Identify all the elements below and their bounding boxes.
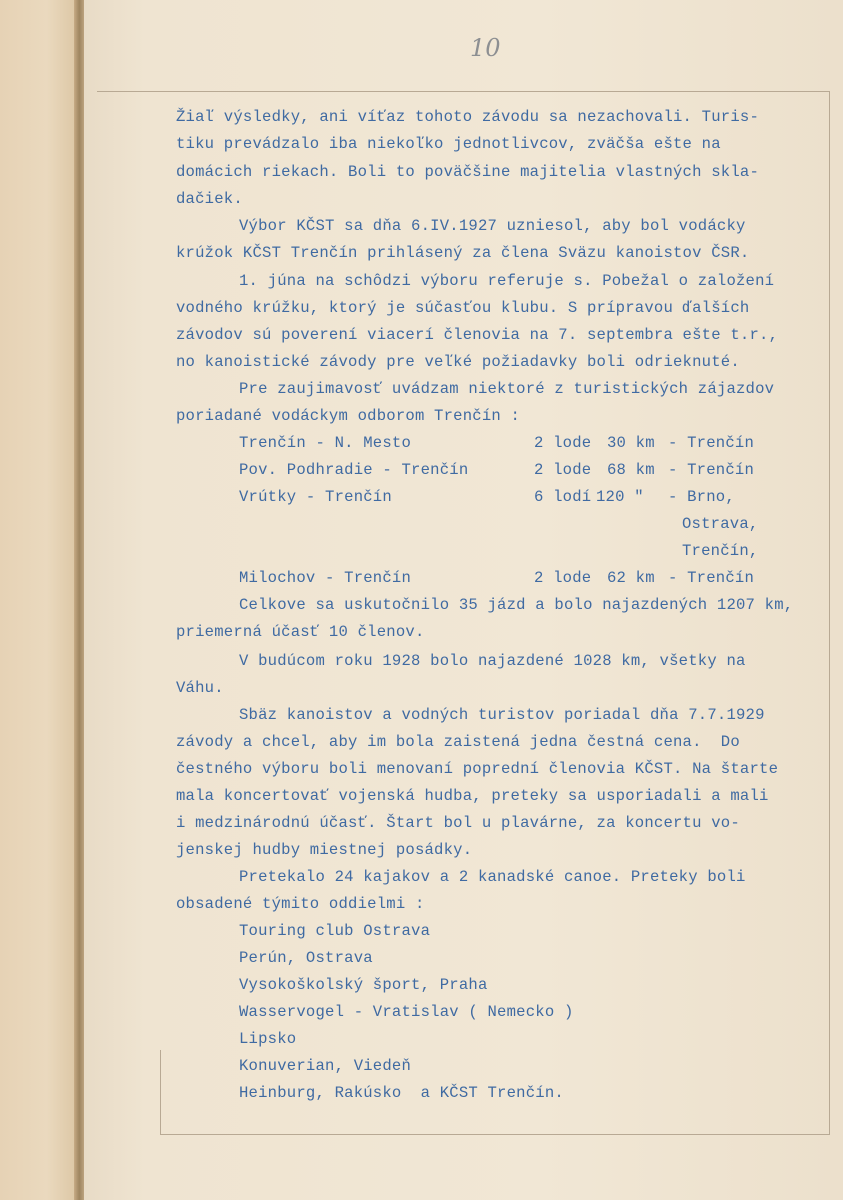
- trip-distance: 62 km: [607, 569, 655, 587]
- text-line: V budúcom roku 1928 bolo najazdené 1028 km, všetky na: [239, 652, 746, 670]
- trip-destination: - Trenčín: [668, 461, 755, 479]
- facing-page-edge: [0, 0, 78, 1200]
- club-list-item: Touring club Ostrava: [239, 922, 431, 940]
- trip-route: Pov. Podhradie - Trenčín: [239, 461, 469, 479]
- text-line: Žiaľ výsledky, ani víťaz tohoto závodu sa nezachovali. Turis-: [176, 108, 760, 126]
- page-border: [829, 91, 830, 1135]
- text-line: Celkove sa uskutočnilo 35 jázd a bolo najazdených 1207 km,: [239, 596, 794, 614]
- text-line: Výbor KČST sa dňa 6.IV.1927 uzniesol, aby bol vodácky: [239, 217, 746, 235]
- text-line: domácich riekach. Boli to poväčšine majitelia vlastných skla-: [176, 163, 760, 181]
- handwritten-page-number: 10: [470, 34, 501, 62]
- text-line: závody a chcel, aby im bola zaistená jedna čestná cena. Do: [176, 733, 740, 751]
- trip-boats: 2 lode: [534, 461, 592, 479]
- text-line: obsadené týmito oddielmi :: [176, 895, 425, 913]
- text-line: jenskej hudby miestnej posádky.: [176, 841, 473, 859]
- trip-destination: - Trenčín: [668, 434, 755, 452]
- trip-distance: 120 ": [596, 488, 644, 506]
- trip-boats: 2 lode: [534, 434, 592, 452]
- trip-destination: Trenčín,: [682, 542, 759, 560]
- club-list-item: Perún, Ostrava: [239, 949, 373, 967]
- trip-destination: - Trenčín: [668, 569, 755, 587]
- trip-destination: Ostrava,: [682, 515, 759, 533]
- text-line: vodného krúžku, ktorý je súčasťou klubu. S prípravou ďalších: [176, 299, 750, 317]
- trip-distance: 68 km: [607, 461, 655, 479]
- text-line: závodov sú poverení viacerí členovia na 7. septembra ešte t.r.,: [176, 326, 779, 344]
- text-line: Pretekalo 24 kajakov a 2 kanadské canoe. Preteky boli: [239, 868, 746, 886]
- text-line: no kanoistické závody pre veľké požiadavky boli odrieknuté.: [176, 353, 740, 371]
- text-line: dačiek.: [176, 190, 243, 208]
- club-list-item: Vysokoškolský šport, Praha: [239, 976, 488, 994]
- trip-boats: 6 lodí: [534, 488, 592, 506]
- page-border: [97, 91, 830, 92]
- trip-route: Trenčín - N. Mesto: [239, 434, 412, 452]
- trip-distance: 30 km: [607, 434, 655, 452]
- trip-destination: - Brno,: [668, 488, 735, 506]
- text-line: Váhu.: [176, 679, 224, 697]
- text-line: poriadané vodáckym odborom Trenčín :: [176, 407, 521, 425]
- club-list-item: Konuverian, Viedeň: [239, 1057, 412, 1075]
- text-line: čestného výboru boli menovaní poprední členovia KČST. Na štarte: [176, 760, 779, 778]
- club-list-item: Heinburg, Rakúsko a KČST Trenčín.: [239, 1084, 564, 1102]
- trip-route: Milochov - Trenčín: [239, 569, 412, 587]
- page-border: [160, 1134, 830, 1135]
- text-line: tiku prevádzalo iba niekoľko jednotlivcov, zväčša ešte na: [176, 135, 721, 153]
- trip-boats: 2 lode: [534, 569, 592, 587]
- text-line: krúžok KČST Trenčín prihlásený za člena Sväzu kanoistov ČSR.: [176, 244, 750, 262]
- text-line: Sbäz kanoistov a vodných turistov poriadal dňa 7.7.1929: [239, 706, 765, 724]
- text-line: 1. júna na schôdzi výboru referuje s. Pobežal o založení: [239, 272, 775, 290]
- text-line: i medzinárodnú účasť. Štart bol u plavárne, za koncertu vo-: [176, 814, 740, 832]
- trip-route: Vrútky - Trenčín: [239, 488, 392, 506]
- text-line: mala koncertovať vojenská hudba, preteky sa usporiadali a mali: [176, 787, 769, 805]
- text-line: Pre zaujimavosť uvádzam niektoré z turistických zájazdov: [239, 380, 775, 398]
- page-border: [160, 1050, 161, 1134]
- text-line: priemerná účasť 10 členov.: [176, 623, 425, 641]
- club-list-item: Wasservogel - Vratislav ( Nemecko ): [239, 1003, 574, 1021]
- club-list-item: Lipsko: [239, 1030, 297, 1048]
